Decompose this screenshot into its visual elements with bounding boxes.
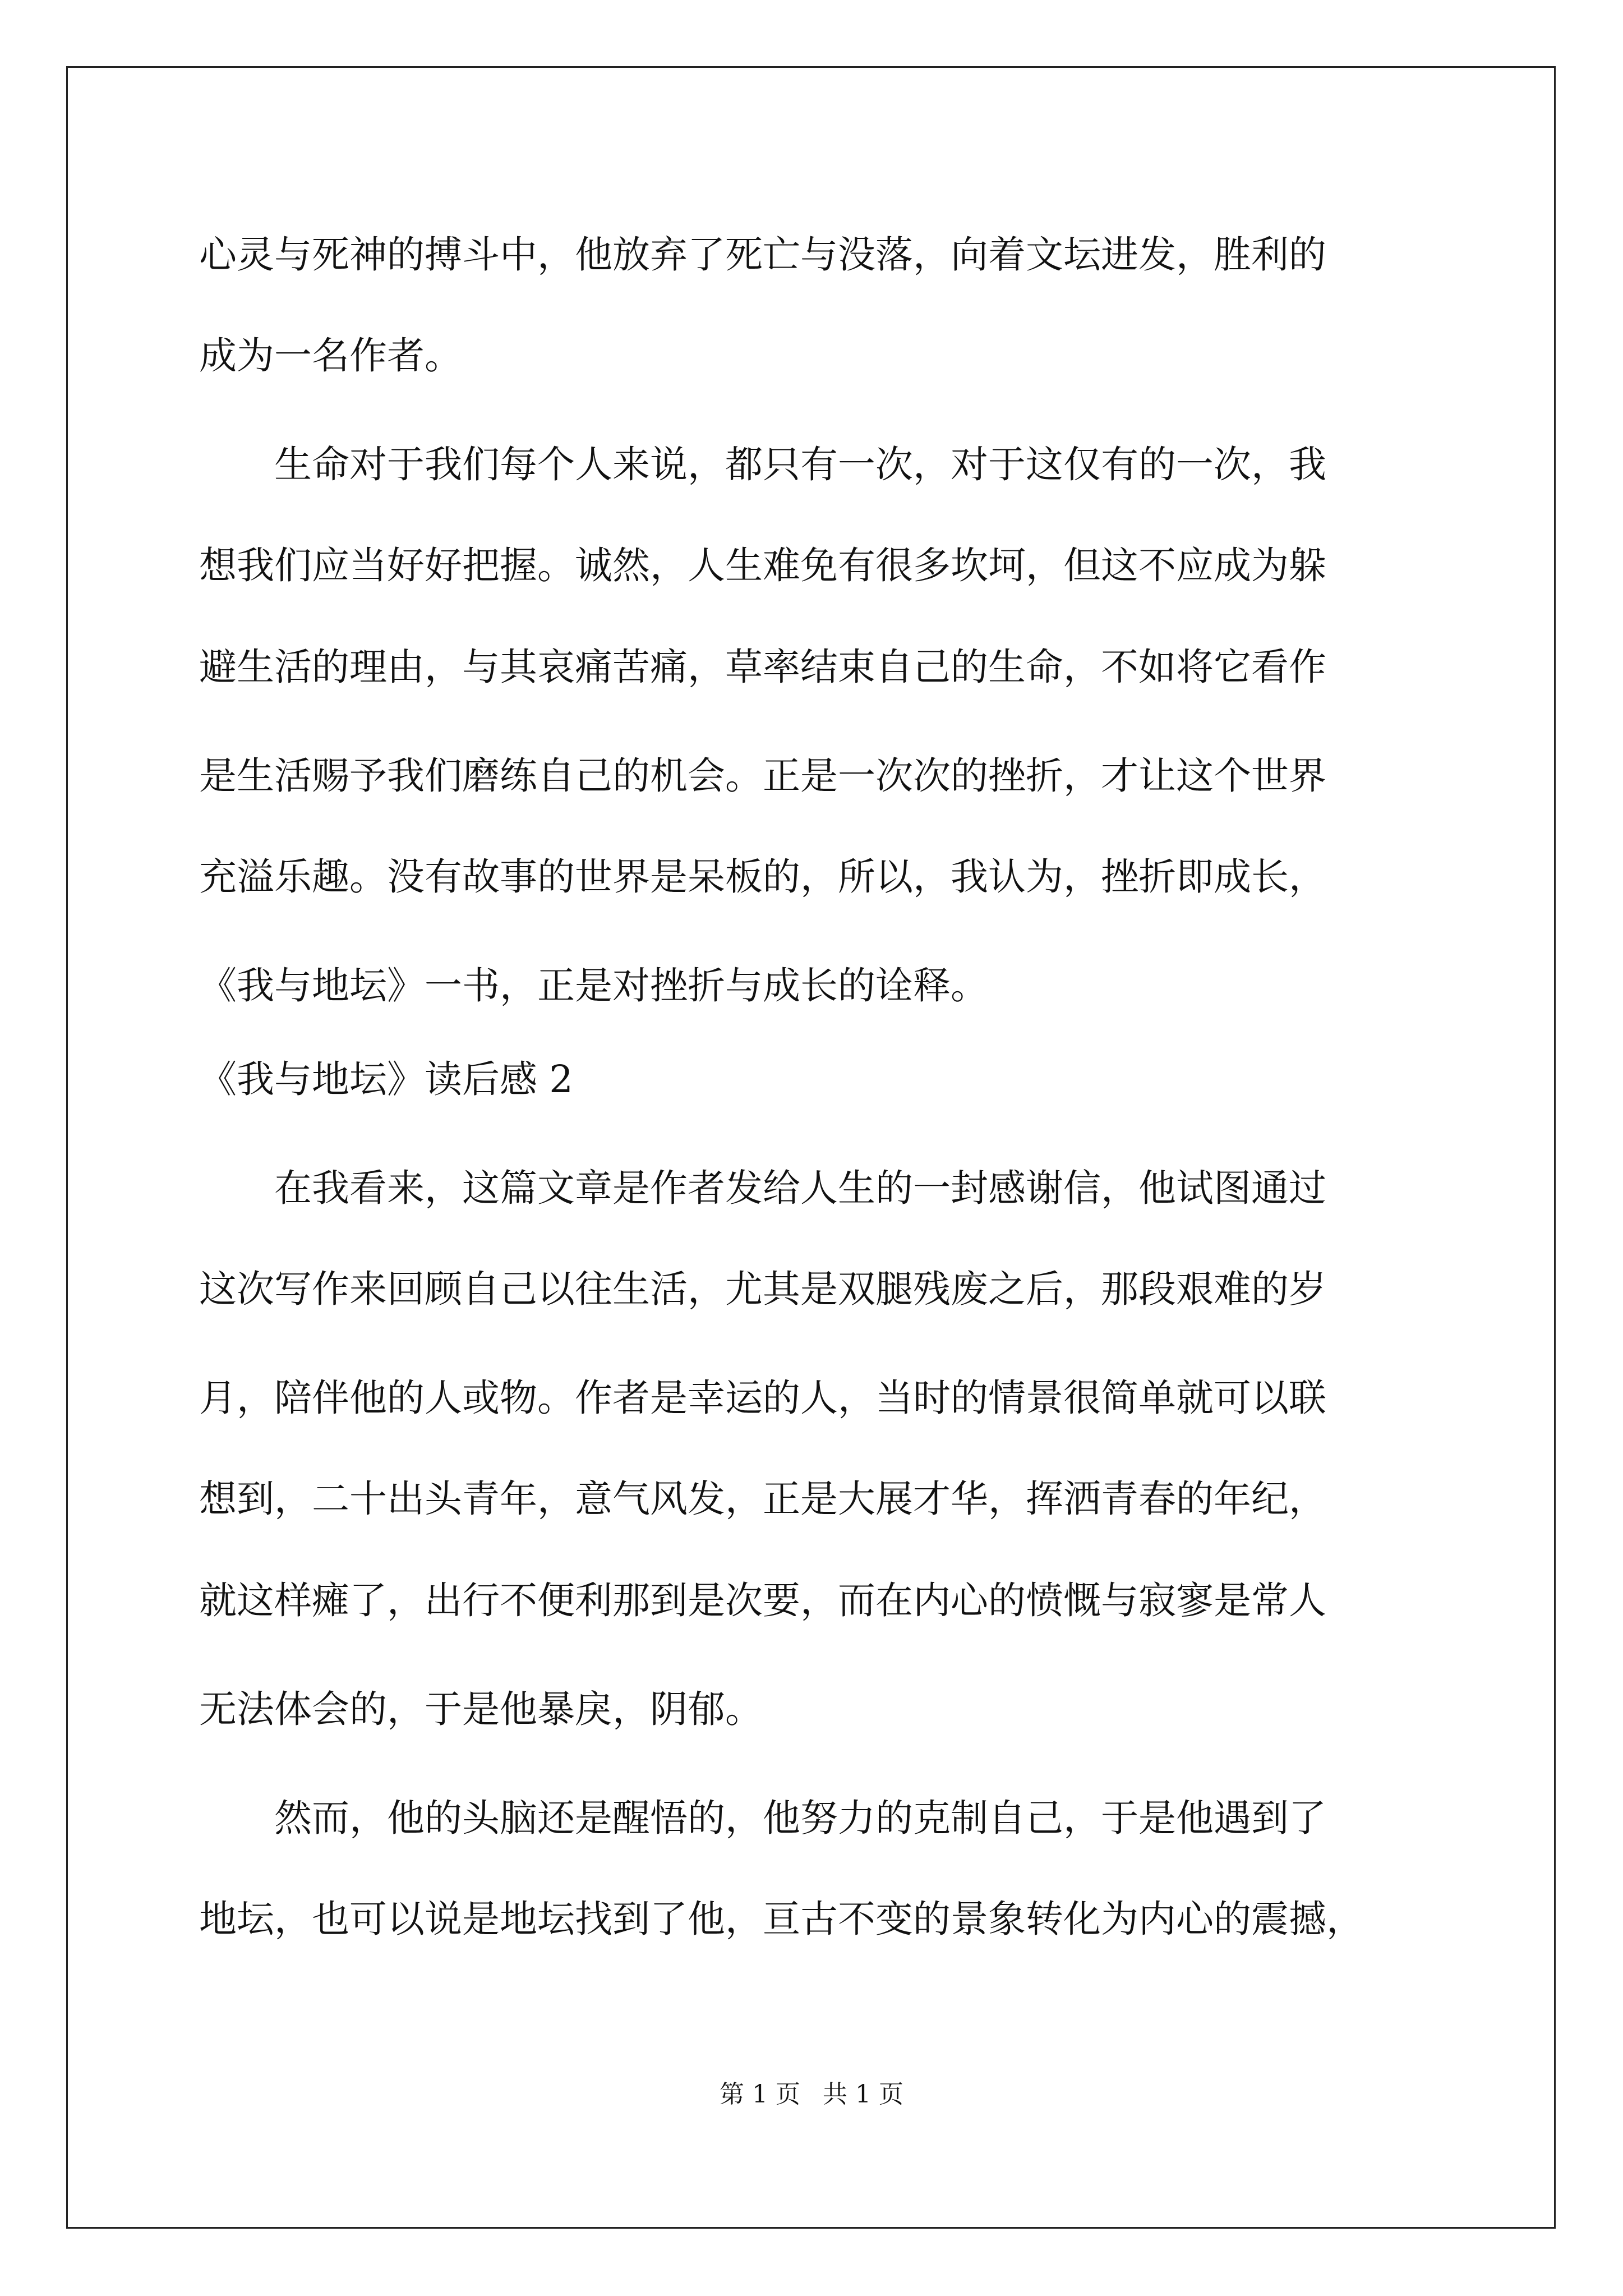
section-heading: 《我与地坛》读后感 2 <box>199 1057 573 1101</box>
page-total: 共 1 页 <box>823 2080 903 2109</box>
page-number: 第 1 页 <box>720 2080 800 2109</box>
paragraph-line: 心灵与死神的搏斗中，他放弃了死亡与没落，向着文坛进发，胜利的 <box>199 233 1326 277</box>
paragraph-line: 想我们应当好好把握。诚然，人生难免有很多坎坷，但这不应成为躲 <box>199 544 1326 587</box>
paragraph-line: 成为一名作者。 <box>199 334 462 378</box>
paragraph-line: 就这样瘫了，出行不便利那到是次要，而在内心的愤慨与寂寥是常人 <box>199 1579 1326 1622</box>
paragraph-line: 这次写作来回顾自己以往生活，尤其是双腿残废之后，那段艰难的岁 <box>199 1267 1326 1311</box>
paragraph-line: 然而，他的头脑还是醒悟的，他努力的克制自己，于是他遇到了 <box>199 1796 1326 1840</box>
paragraph-line: 《我与地坛》一书，正是对挫折与成长的诠释。 <box>199 964 988 1007</box>
paragraph-line: 生命对于我们每个人来说，都只有一次，对于这仅有的一次，我 <box>199 443 1326 486</box>
paragraph-line: 充溢乐趣。没有故事的世界是呆板的，所以，我认为，挫折即成长， <box>199 855 1326 899</box>
paragraph-line: 在我看来，这篇文章是作者发给人生的一封感谢信，他试图通过 <box>199 1166 1326 1210</box>
paragraph-line: 避生活的理由，与其哀痛苦痛，草率结束自己的生命，不如将它看作 <box>199 645 1326 689</box>
paragraph-line: 月，陪伴他的人或物。作者是幸运的人，当时的情景很简单就可以联 <box>199 1376 1326 1420</box>
paragraph-line: 是生活赐予我们磨练自己的机会。正是一次次的挫折，才让这个世界 <box>199 754 1326 798</box>
paragraph-line: 想到，二十出头青年，意气风发，正是大展才华，挥洒青春的年纪， <box>199 1477 1326 1521</box>
paragraph-line: 地坛，也可以说是地坛找到了他，亘古不变的景象转化为内心的震撼， <box>199 1897 1364 1941</box>
paragraph-line: 无法体会的，于是他暴戾，阴郁。 <box>199 1687 763 1731</box>
page-footer <box>0 2079 1623 2110</box>
